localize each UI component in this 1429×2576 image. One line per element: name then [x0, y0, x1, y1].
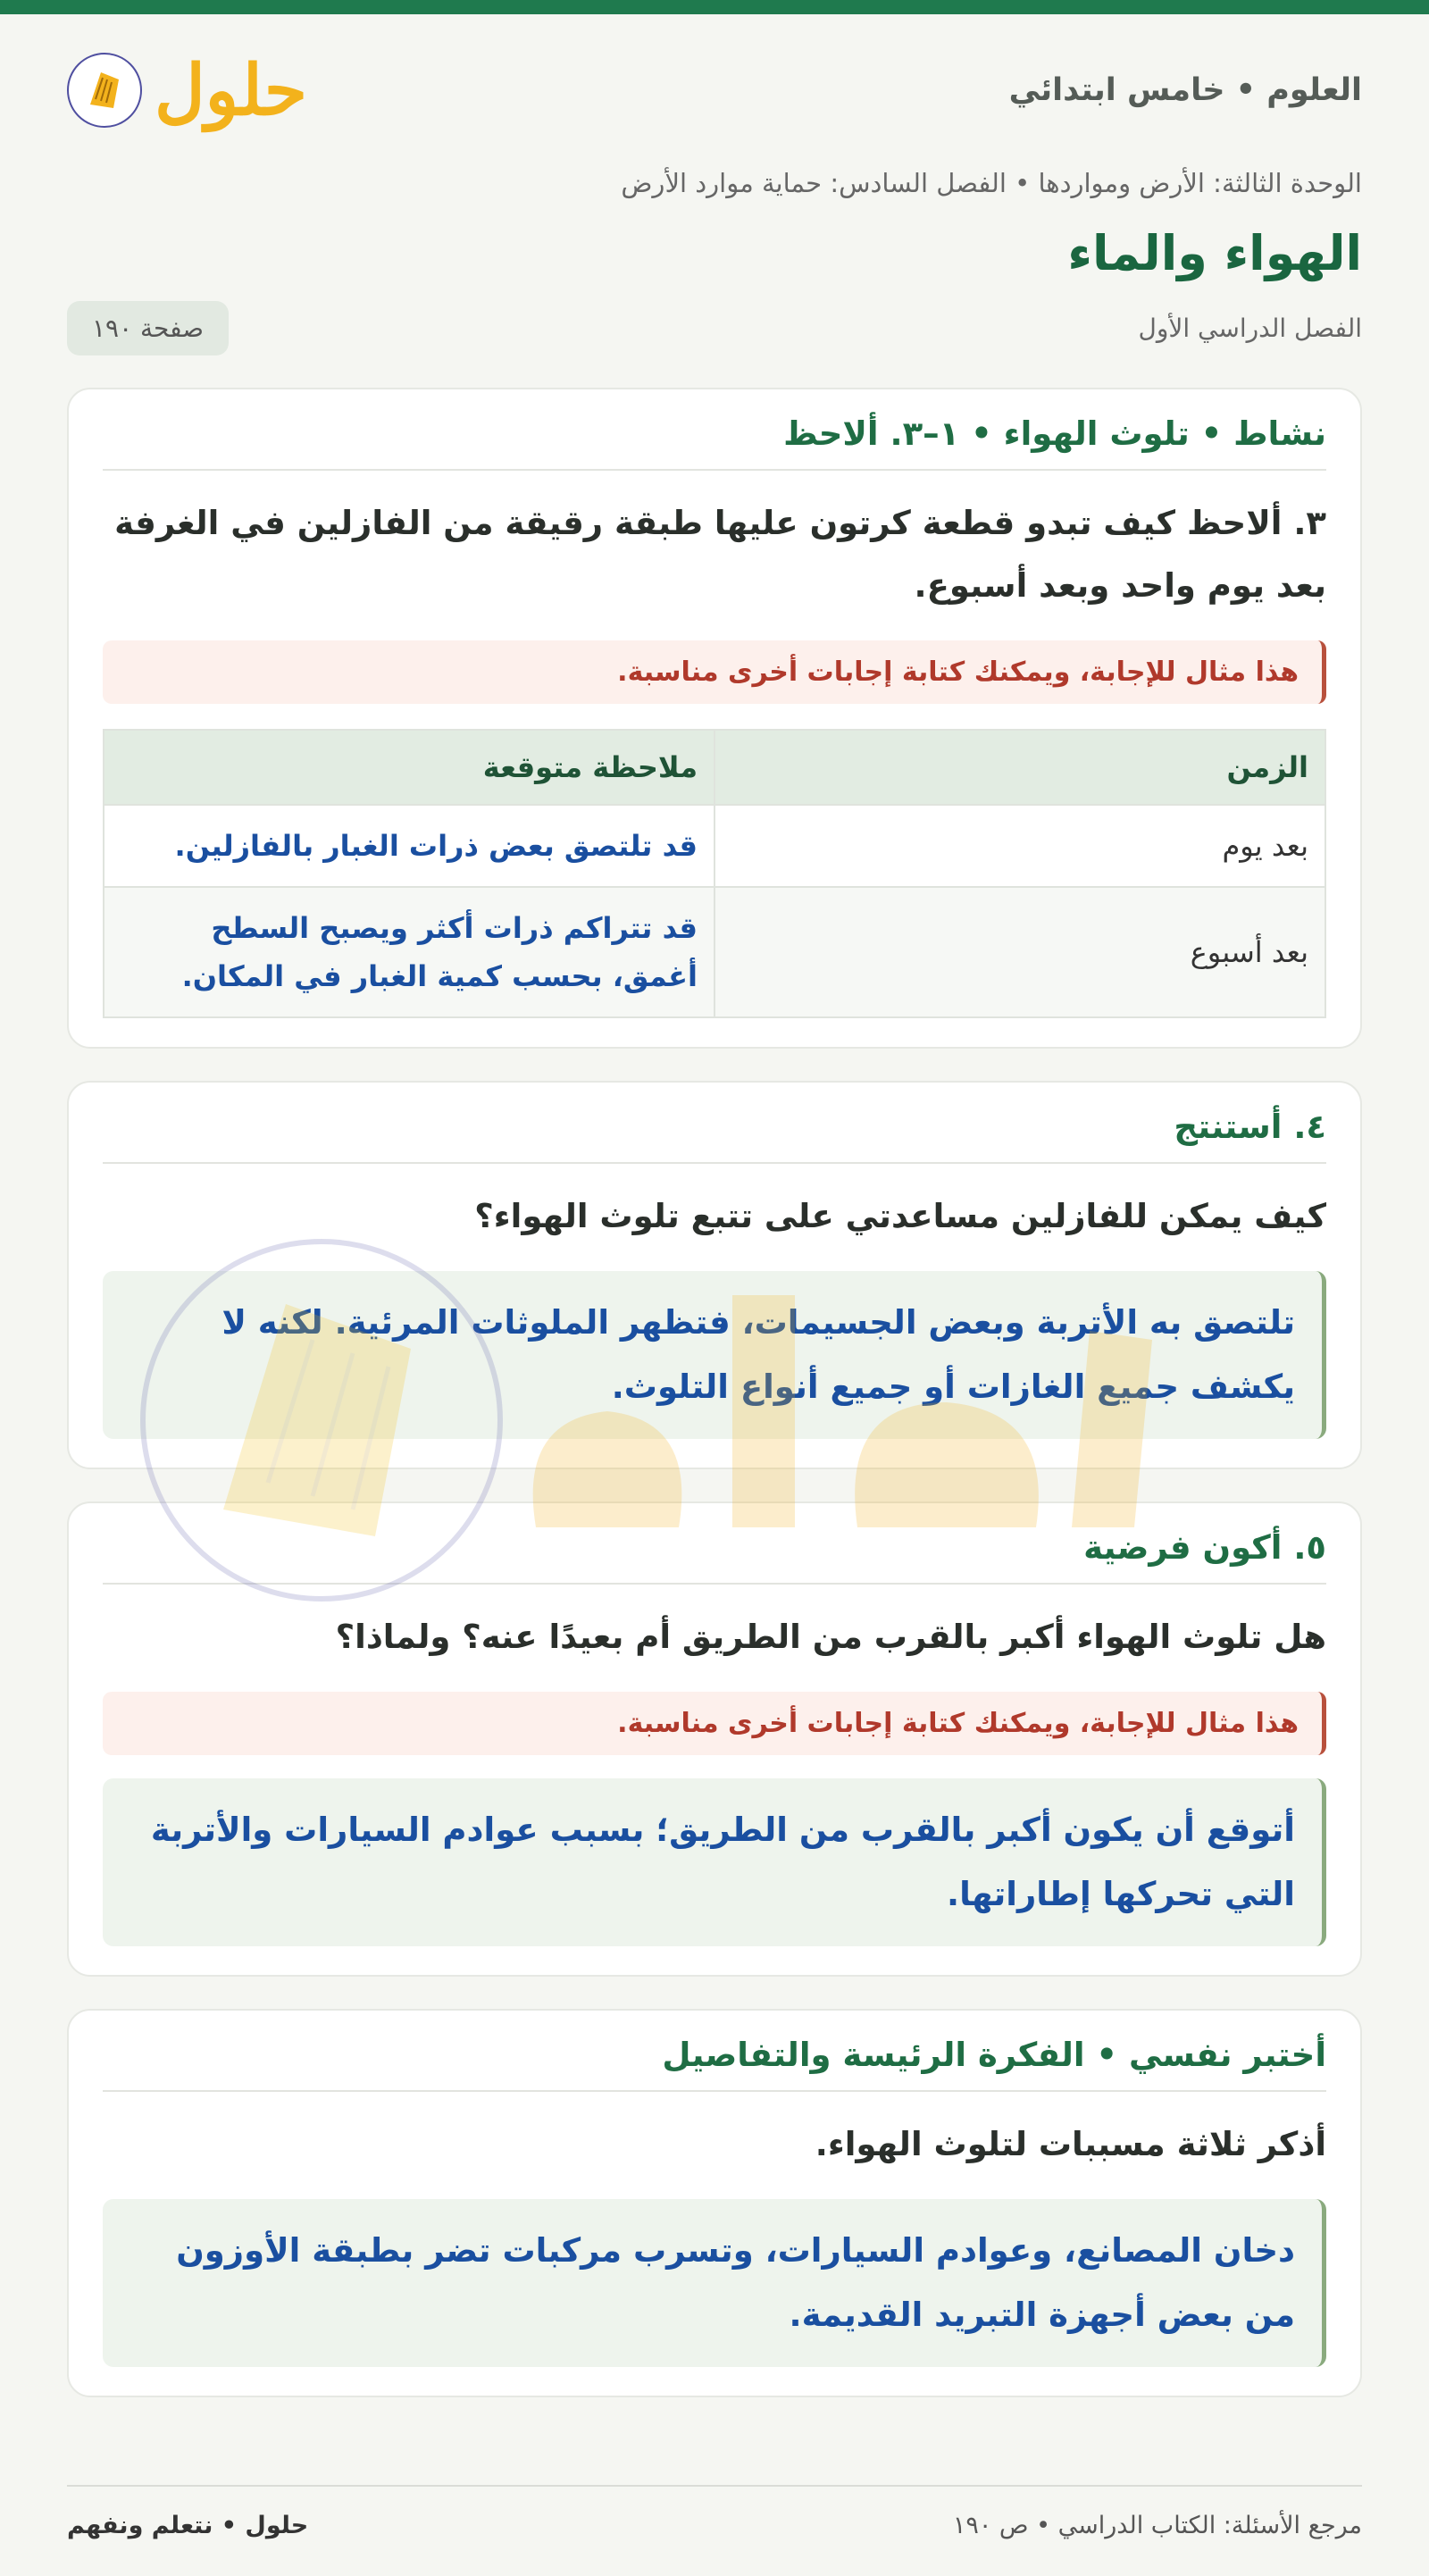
page-content	[67, 14, 1362, 2397]
breadcrumb: الوحدة الثالثة: الأرض ومواردها • الفصل السادس: حماية موارد الأرض	[621, 168, 1362, 198]
example-answer-note: هذا مثال للإجابة، ويمكنك كتابة إجابات أخرى مناسبة.	[103, 1692, 1326, 1755]
table-cell-time: بعد أسبوع	[714, 887, 1325, 1017]
self-test-title: أختبر نفسي • الفكرة الرئيسة والتفاصيل	[103, 2036, 1326, 2092]
example-answer-note: هذا مثال للإجابة، ويمكنك كتابة إجابات أخرى مناسبة.	[103, 640, 1326, 704]
book-icon	[67, 53, 142, 128]
self-test-answer: دخان المصانع، وعوادم السيارات، وتسرب مركبات تضر بطبقة الأوزون من بعض أجهزة التبريد القديمة.	[103, 2199, 1326, 2367]
meta-row	[67, 301, 1362, 355]
top-accent-bar	[0, 0, 1429, 14]
footer	[67, 2485, 1362, 2539]
activity-title: نشاط • تلوث الهواء • ١–٣. ألاحظ	[103, 414, 1326, 471]
table-cell-observation: قد تلتصق بعض ذرات الغبار بالفازلين.	[104, 805, 714, 887]
table-row	[104, 887, 1325, 1017]
self-test-card	[67, 2009, 1362, 2397]
footer-brand: حلول • نتعلم ونفهم	[67, 2512, 309, 2539]
table-cell-observation: قد تتراكم ذرات أكثر ويصبح السطح أغمق، بحسب كمية الغبار في المكان.	[104, 887, 714, 1017]
table-row	[104, 805, 1325, 887]
conclude-question: كيف يمكن للفازلين مساعدتي على تتبع تلوث الهواء؟	[474, 1197, 1326, 1235]
hypothesis-title: ٥. أكون فرضية	[103, 1528, 1326, 1585]
self-test-question: أذكر ثلاثة مسببات لتلوث الهواء.	[815, 2125, 1326, 2163]
table-cell-time: بعد يوم	[714, 805, 1325, 887]
site-logo[interactable]	[67, 50, 307, 131]
table-header-time: الزمن	[714, 730, 1325, 805]
conclude-answer: تلتصق به الأتربة وبعض الجسيمات، فتظهر الملوثات المرئية. لكنه لا يكشف جميع الغازات أو جميع أنواع التلوث.	[103, 1271, 1326, 1439]
hypothesis-card	[67, 1501, 1362, 1977]
logo-text: حلول	[155, 49, 308, 131]
activity-question: ٣. ألاحظ كيف تبدو قطعة كرتون عليها طبقة رقيقة من الفازلين في الغرفة بعد يوم واحد وبعد أسبوع.	[114, 504, 1326, 605]
hypothesis-answer: أتوقع أن يكون أكبر بالقرب من الطريق؛ بسبب عوادم السيارات والأتربة التي تحركها إطاراتها.	[103, 1778, 1326, 1946]
conclude-card	[67, 1081, 1362, 1469]
activity-card	[67, 388, 1362, 1049]
table-header-row	[104, 730, 1325, 805]
observation-table	[103, 729, 1326, 1018]
hypothesis-question: هل تلوث الهواء أكبر بالقرب من الطريق أم بعيدًا عنه؟ ولماذا؟	[335, 1618, 1326, 1656]
table-header-observation: ملاحظة متوقعة	[104, 730, 714, 805]
conclude-title: ٤. أستنتج	[103, 1108, 1326, 1164]
header	[67, 14, 1362, 184]
footer-reference: مرجع الأسئلة: الكتاب الدراسي • ص ١٩٠	[952, 2512, 1362, 2539]
page-number-badge: صفحة ١٩٠	[67, 301, 229, 355]
page-title: الهواء والماء	[1067, 225, 1362, 281]
term-label: الفصل الدراسي الأول	[1138, 314, 1362, 343]
subject-label: العلوم • خامس ابتدائي	[1008, 72, 1362, 108]
